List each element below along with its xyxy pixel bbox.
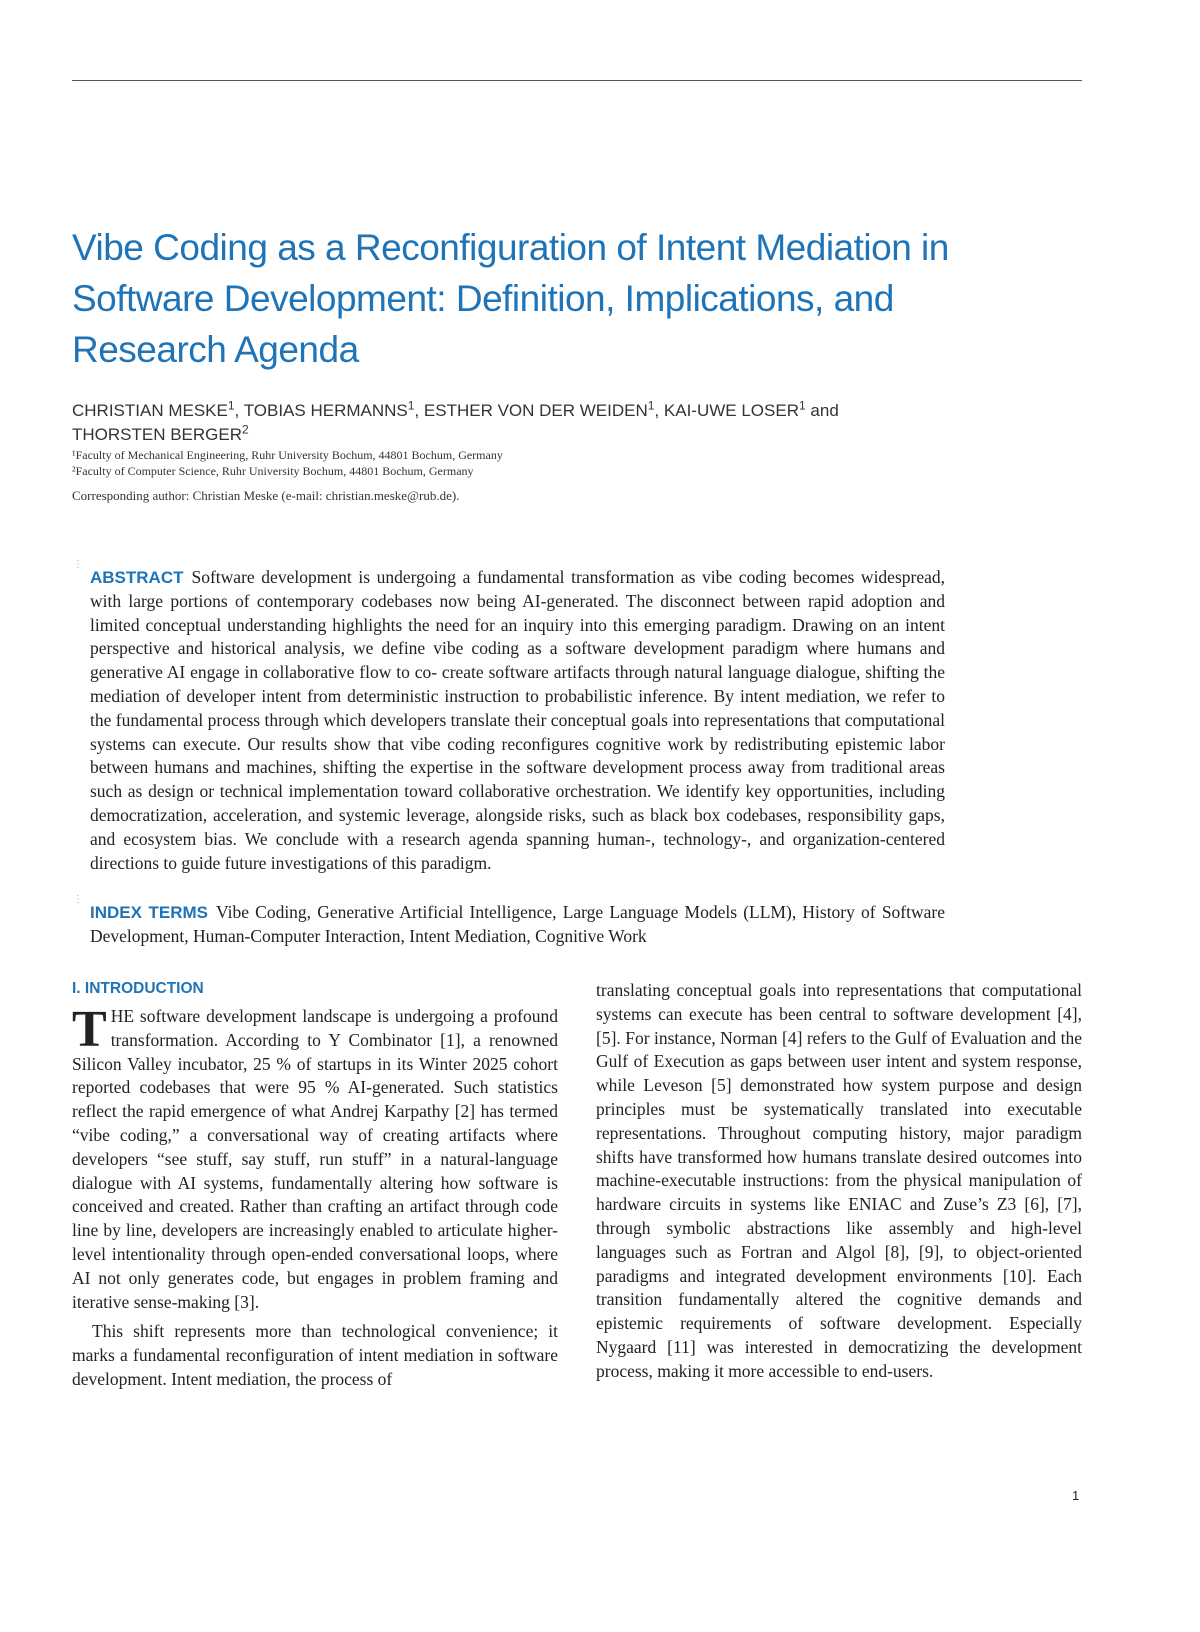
- index-terms-text: Vibe Coding, Generative Artificial Intelligence, Large Language Models (LLM), History of Software Development, Human-Computer Interaction, Intent Mediation, Cognitive Work: [90, 902, 945, 947]
- author: THORSTEN BERGER: [72, 425, 243, 444]
- left-column: [72, 979, 558, 1392]
- author: ESTHER VON DER WEIDEN: [423, 401, 648, 420]
- section-heading: I. INTRODUCTION: [72, 979, 204, 997]
- header-rule: [72, 80, 1082, 81]
- author-affil-mark: 1: [798, 398, 806, 413]
- author-conjunction: and: [810, 401, 839, 420]
- author-affil-mark: 2: [242, 422, 249, 437]
- abstract: [73, 559, 945, 875]
- abstract-label: ABSTRACT: [90, 568, 184, 587]
- page-content: [72, 222, 1082, 1392]
- paragraph-text: HE software development landscape is undergoing a profound transformation. According to Y Combinator [1], a renowned Silicon Valley incubator, 25 % of startups in its Winter 2025 cohort reported codebases that were 95 % AI-generated. Such statistics reflect the rapid emergence of what Andrej Karpathy [2] has termed “vibe coding,” a conversational way of creating artifacts where developers “see stuff, say stuff, run stuff” in a natural-language dialogue with AI systems, fundamentally altering how software is conceived and created. Rather than crafting an artifact through code line by line, developers are increasingly enabled to articulate higher-level intentionality through open-ended conversational loops, where AI not only generates code, but engages in problem framing and iterative sense-making [3].: [72, 1005, 558, 1312]
- drop-cap: T: [72, 1000, 107, 1058]
- paragraph: translating conceptual goals into representations that computational systems can execute has been central to software development [4], [5]. For instance, Norman [4] refers to the Gulf of Evaluation and the Gulf of Execution as gaps between user intent and system response, while Leveson [5] demonstrated how system purpose and design principles must be systematically translated into executable representations. Throughout computing history, major paradigm shifts have transformed how humans translate desired outcomes into machine-executable instructions: from the physical manipulation of hardware circuits in systems like ENIAC and Zuse’s Z3 [6], [7], through symbolic abstractions like assembly and high-level languages such as Fortran and Algol [8], [9], to object-oriented paradigms and integrated development environments [10]. Each transition fundamentally altered the cognitive demands and epistemic requirements of software development. Especially Nygaard [11] was interested in democratizing the development process, making it more accessible to end-users.: [596, 979, 1082, 1381]
- paper-title: Vibe Coding as a Reconfiguration of Intent Mediation in Software Development: Definition, Implications, and Research Agenda: [72, 227, 949, 370]
- section-marker-icon: ⋮: [73, 559, 83, 570]
- affiliation: ²Faculty of Computer Science, Ruhr University Bochum, 44801 Bochum, Germany: [72, 464, 474, 478]
- index-terms-label: INDEX TERMS: [90, 903, 208, 923]
- author-affil-mark: 1: [227, 398, 235, 413]
- right-column: [596, 979, 1082, 1392]
- page-number: 1: [1072, 1488, 1080, 1503]
- corresponding-author: Corresponding author: Christian Meske (e-mail: christian.meske@rub.de).: [72, 488, 460, 503]
- author-affil-mark: 1: [647, 398, 655, 413]
- abstract-text: Software development is undergoing a fundamental transformation as vibe coding becomes widespread, with large portions of contemporary codebases now being AI-generated. The disconnect between rapid adoption and limited conceptual understanding highlights the need for an inquiry into this emerging paradigm. Drawing on an intent perspective and historical analysis, we define vibe coding as a software development paradigm where humans and generative AI engage in collaborative flow to co- create software artifacts through natural language dialogue, shifting the mediation of developer intent from deterministic instruction to probabilistic inference. By intent mediation, we refer to the fundamental process through which developers translate their conceptual goals into representations that computational systems can execute. Our results show that vibe coding reconfigures cognitive work by redistributing epistemic labor between humans and machines, shifting the expertise in the software development process away from traditional areas such as design or technical implementation toward collaborative orchestration. We identify key opportunities, including democratization, acceleration, and systemic leverage, alongside risks, such as black box codebases, responsibility gaps, and ecosystem bias. We conclude with a research agenda spanning human-, technology-, and organization-centered directions to guide future investigations of this paradigm.: [90, 567, 945, 873]
- author: CHRISTIAN MESKE: [72, 401, 228, 420]
- index-terms: [73, 894, 945, 949]
- author-affil-mark: 1: [407, 398, 415, 413]
- paragraph: [72, 1000, 558, 1314]
- author: KAI-UWE LOSER: [663, 401, 799, 420]
- author-list: CHRISTIAN MESKE$^1$, TOBIAS HERMANNS$^1$, ESTHER VON DER WEIDEN$^1$, KAI-UWE LOSER$^1$ and THORSTEN BERGER$^2$: [72, 398, 839, 444]
- paragraph: This shift represents more than technological convenience; it marks a fundamental reconfiguration of intent mediation in software development. Intent mediation, the process of: [72, 1321, 558, 1389]
- author: TOBIAS HERMANNS: [243, 401, 408, 420]
- section-marker-icon: ⋮: [73, 894, 83, 906]
- affiliation: ¹Faculty of Mechanical Engineering, Ruhr University Bochum, 44801 Bochum, Germany: [72, 448, 503, 462]
- body-columns: [72, 979, 1082, 1392]
